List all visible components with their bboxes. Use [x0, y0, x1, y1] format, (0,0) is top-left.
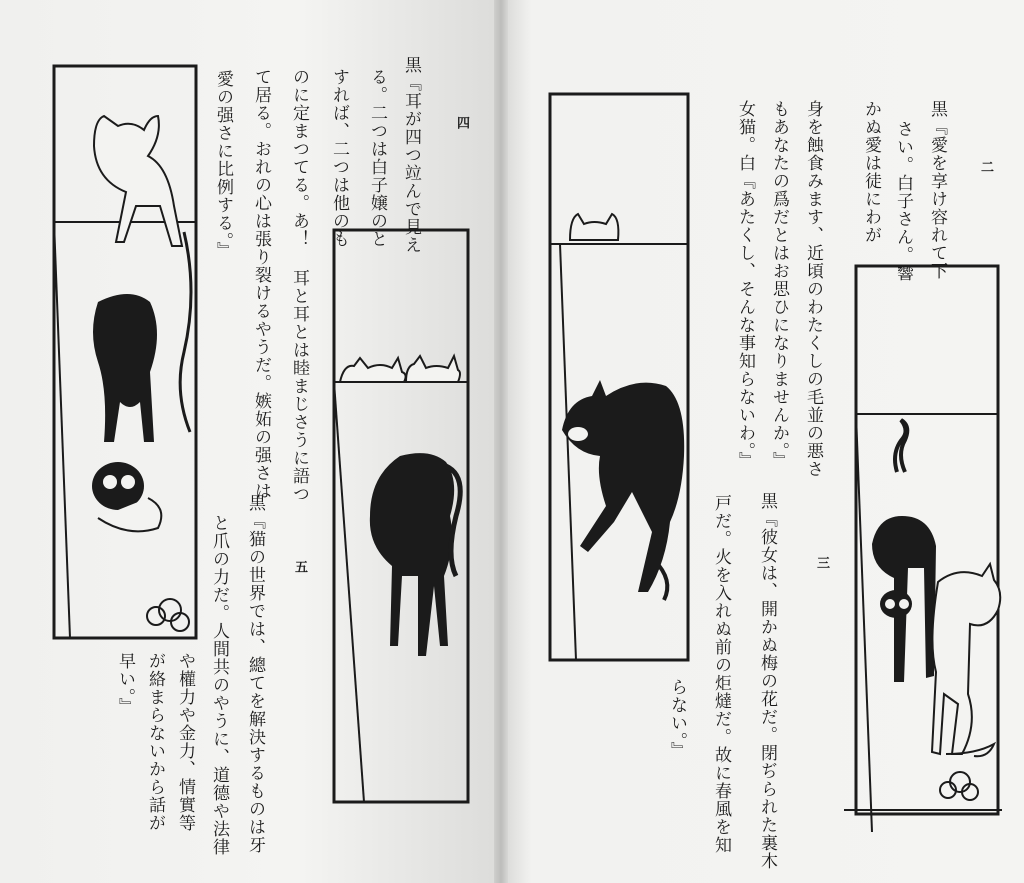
section-number-three: 三 — [814, 556, 829, 569]
section-three-line-1: 黒『彼女は、開かぬ梅の花だ。閉ぢられた裏木 — [757, 492, 777, 870]
section-two-line-5: もあなたの爲だとはお思ひになりませんか。』 — [769, 100, 789, 470]
section-two-line-3: かぬ愛は徒にわが — [861, 100, 881, 244]
illustration-black-and-white-cats-embracing — [842, 262, 1002, 842]
section-five-line-3: や權力や金力、情實等 — [175, 652, 195, 832]
section-four-line-6: 愛の强さに比例する。』 — [213, 70, 233, 260]
section-two-line-2: さい。白子さん。響 — [893, 120, 913, 282]
section-four-line-5: て居る。おれの心は張り裂けるやうだ。嫉妬の强さは — [251, 68, 271, 500]
section-four-line-2: る。二つは白子嬢のと — [367, 68, 387, 248]
section-two-line-6: 女猫。白『あたくし、そんな事知らないわ。』 — [735, 100, 755, 470]
section-four-line-3: すれば、二つは他のも — [329, 68, 349, 248]
section-number-two: 二 — [978, 160, 993, 173]
section-five-line-4: が絡まらないから話が — [145, 652, 165, 832]
illustration-black-cat-grooming — [546, 90, 692, 666]
section-number-five: 五 — [292, 560, 307, 573]
section-four-line-4: のに定まつてる。あ！ 耳と耳とは睦まじさうに語つ — [289, 68, 309, 503]
illustration-arched-black-cat — [330, 226, 472, 806]
section-four-line-1: 黒『耳が四つ竝んで見え — [401, 56, 421, 254]
section-three-line-3: らない。』 — [667, 678, 687, 760]
book-gutter — [494, 0, 508, 883]
section-five-line-2: と爪の力だ。人間共のやうに、道德や法律 — [209, 514, 229, 856]
section-number-four: 四 — [454, 116, 469, 129]
section-five-line-1: 黒『猫の世界では、總てを解決するものは牙 — [245, 494, 265, 854]
section-two-line-1: 黒『愛を享け容れて下 — [927, 100, 947, 280]
section-five-line-5: 早い。』 — [115, 652, 135, 716]
illustration-white-cat-and-black-cat — [50, 62, 200, 642]
section-three-line-2: 戸だ。火を入れぬ前の炬燵だ。故に春風を知 — [711, 494, 731, 854]
section-two-line-4: 身を蝕食みます、近頃のわたくしの毛並の悪さ — [803, 100, 823, 478]
